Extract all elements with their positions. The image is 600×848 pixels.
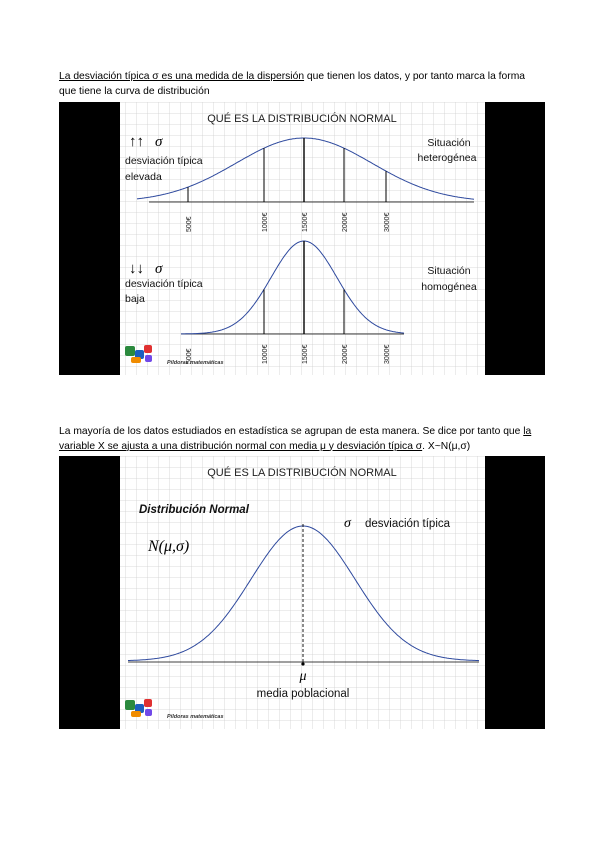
heading-normal-distribution: Distribución Normal	[139, 504, 249, 516]
slide-title: QUÉ ES LA DISTRIBUCIÓN NORMAL	[207, 467, 397, 479]
arrows-down-icon: ↓↓	[129, 261, 144, 277]
tick-label: 3000€	[384, 344, 391, 364]
tick-label: 500€	[186, 348, 193, 364]
label-sd-low: desviación típica	[125, 278, 203, 290]
tick-label: 500€	[186, 216, 193, 232]
label-situation: Situación	[427, 265, 471, 277]
tick-label: 2000€	[342, 212, 349, 232]
paragraph-dispersion	[59, 70, 545, 99]
label-sd-low-2: baja	[125, 293, 145, 305]
paragraph-normal-distribution	[59, 425, 545, 454]
slide-dispersion	[59, 102, 545, 375]
label-population-mean: media poblacional	[256, 688, 350, 700]
paragraph-text: que tienen los datos, y por tanto marca la forma que tiene la curva de distribución	[59, 71, 525, 97]
mu-symbol: μ	[299, 669, 307, 684]
label-situation: Situación	[427, 137, 471, 149]
tick-label: 1500€	[302, 212, 309, 232]
label-sd-high-2: elevada	[125, 171, 162, 183]
tick-label: 1000€	[262, 212, 269, 232]
sigma-symbol: σ	[155, 261, 163, 277]
notation-n-mu-sigma: N(μ,σ)	[148, 538, 190, 555]
tick-label: 3000€	[384, 212, 391, 232]
label-sd-high: desviación típica	[125, 155, 203, 167]
label-sd: desviación típica	[365, 518, 451, 530]
slide-normal-distribution	[59, 456, 545, 729]
slide-dispersion-canvas	[59, 102, 545, 375]
tick-label: 1500€	[302, 344, 309, 364]
underlined-phrase-dispersion: La desviación típica σ es una medida de la dispersión	[59, 71, 305, 82]
mean-point	[301, 662, 304, 665]
underlined-phrase-normal: la variable X se ajusta a una distribución normal con media μ y desviación típica σ	[59, 426, 532, 452]
brand-label: Píldoras matemáticas	[167, 360, 224, 366]
paragraph-text-end: . X~N(μ,σ)	[422, 440, 471, 452]
label-heterogeneous: heterogénea	[417, 152, 477, 164]
paragraph-text: La mayoría de los datos estudiados en estadística se agrupan de esta manera. Se dice por tanto que	[59, 426, 524, 437]
tick-label: 1000€	[262, 344, 269, 364]
sigma-symbol: σ	[344, 516, 351, 531]
slide-title: QUÉ ES LA DISTRIBUCIÓN NORMAL	[207, 113, 397, 125]
label-homogeneous: homogénea	[421, 281, 477, 293]
slide-normal-canvas	[59, 456, 545, 729]
tick-label: 2000€	[342, 344, 349, 364]
sigma-symbol: σ	[155, 134, 163, 150]
brand-label: Píldoras matemáticas	[167, 714, 224, 720]
arrows-up-icon: ↑↑	[129, 134, 144, 150]
